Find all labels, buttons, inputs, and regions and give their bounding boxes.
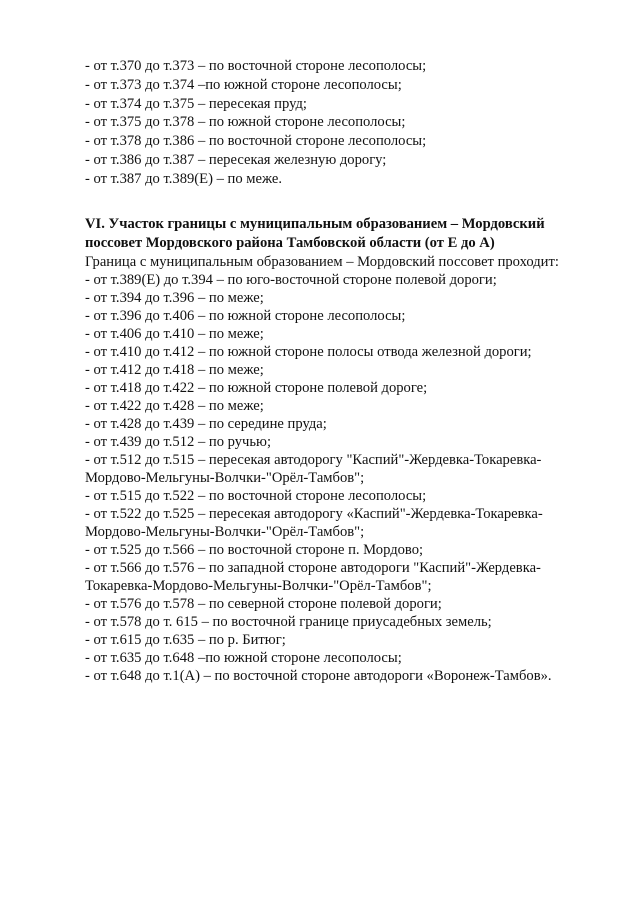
list-item: - от т.566 до т.576 – по западной стороне автодороги "Каспий"-Жердевка- — [85, 560, 541, 577]
list-item: - от т.378 до т.386 – по восточной стороне лесополосы; — [85, 133, 427, 150]
list-item: Мордово-Мельгуны-Волчки-"Орёл-Тамбов"; — [85, 524, 365, 541]
list-item: - от т.406 до т.410 – по меже; — [85, 326, 264, 343]
section-title-line-1: VI. Участок границы с муниципальным образованием – Мордовский — [85, 216, 545, 232]
list-item: - от т.387 до т.389(Е) – по меже. — [85, 170, 283, 187]
section-vi — [85, 215, 605, 685]
list-item: - от т.635 до т.648 –по южной стороне лесополосы; — [85, 650, 402, 667]
list-item: - от т.370 до т.373 – по восточной стороне лесополосы; — [85, 58, 427, 74]
list-item: - от т.615 до т.635 – по р. Битюг; — [85, 632, 286, 649]
list-item: - от т.374 до т.375 – пересекая пруд; — [85, 95, 307, 112]
boundary-list-top — [85, 57, 605, 189]
list-item: - от т.515 до т.522 – по восточной стороне лесополосы; — [85, 488, 427, 505]
list-item: - от т.439 до т.512 – по ручью; — [85, 434, 271, 451]
list-item: - от т.375 до т.378 – по южной стороне лесополосы; — [85, 114, 406, 131]
list-item: - от т.522 до т.525 – пересекая автодорогу «Каспий"-Жердевка-Токаревка- — [85, 506, 543, 523]
list-item: - от т.410 до т.412 – по южной стороне полосы отвода железной дороги; — [85, 344, 532, 361]
list-item: - от т.386 до т.387 – пересекая железную дорогу; — [85, 151, 387, 168]
list-item: Токаревка-Мордово-Мельгуны-Волчки-"Орёл-Тамбов"; — [85, 578, 432, 595]
list-item: - от т.418 до т.422 – по южной стороне полевой дороге; — [85, 380, 428, 397]
section-intro: Граница с муниципальным образованием – Мордовский поссовет проходит: — [85, 253, 559, 270]
section-title-line-2: поссовет Мордовского района Тамбовской области (от Е до А) — [85, 234, 495, 251]
list-item: - от т.576 до т.578 – по северной стороне полевой дороги; — [85, 596, 442, 613]
list-item: - от т.428 до т.439 – по середине пруда; — [85, 416, 327, 433]
list-item: - от т.422 до т.428 – по меже; — [85, 398, 264, 415]
list-item: - от т.394 до т.396 – по меже; — [85, 290, 264, 307]
list-item: - от т.389(Е) до т.394 – по юго-восточной стороне полевой дороги; — [85, 272, 497, 289]
list-item: Мордово-Мельгуны-Волчки-"Орёл-Тамбов"; — [85, 470, 365, 487]
list-item: - от т.578 до т. 615 – по восточной границе приусадебных земель; — [85, 614, 492, 631]
list-item: - от т.412 до т.418 – по меже; — [85, 362, 264, 379]
boundary-list-section — [85, 271, 605, 685]
list-item: - от т.525 до т.566 – по восточной стороне п. Мордово; — [85, 542, 424, 559]
list-item: - от т.648 до т.1(А) – по восточной стороне автодороги «Воронеж-Тамбов». — [85, 668, 552, 685]
list-item: - от т.373 до т.374 –по южной стороне лесополосы; — [85, 76, 402, 93]
list-item: - от т.512 до т.515 – пересекая автодорогу "Каспий"-Жердевка-Токаревка- — [85, 452, 542, 469]
list-item: - от т.396 до т.406 – по южной стороне лесополосы; — [85, 308, 406, 325]
